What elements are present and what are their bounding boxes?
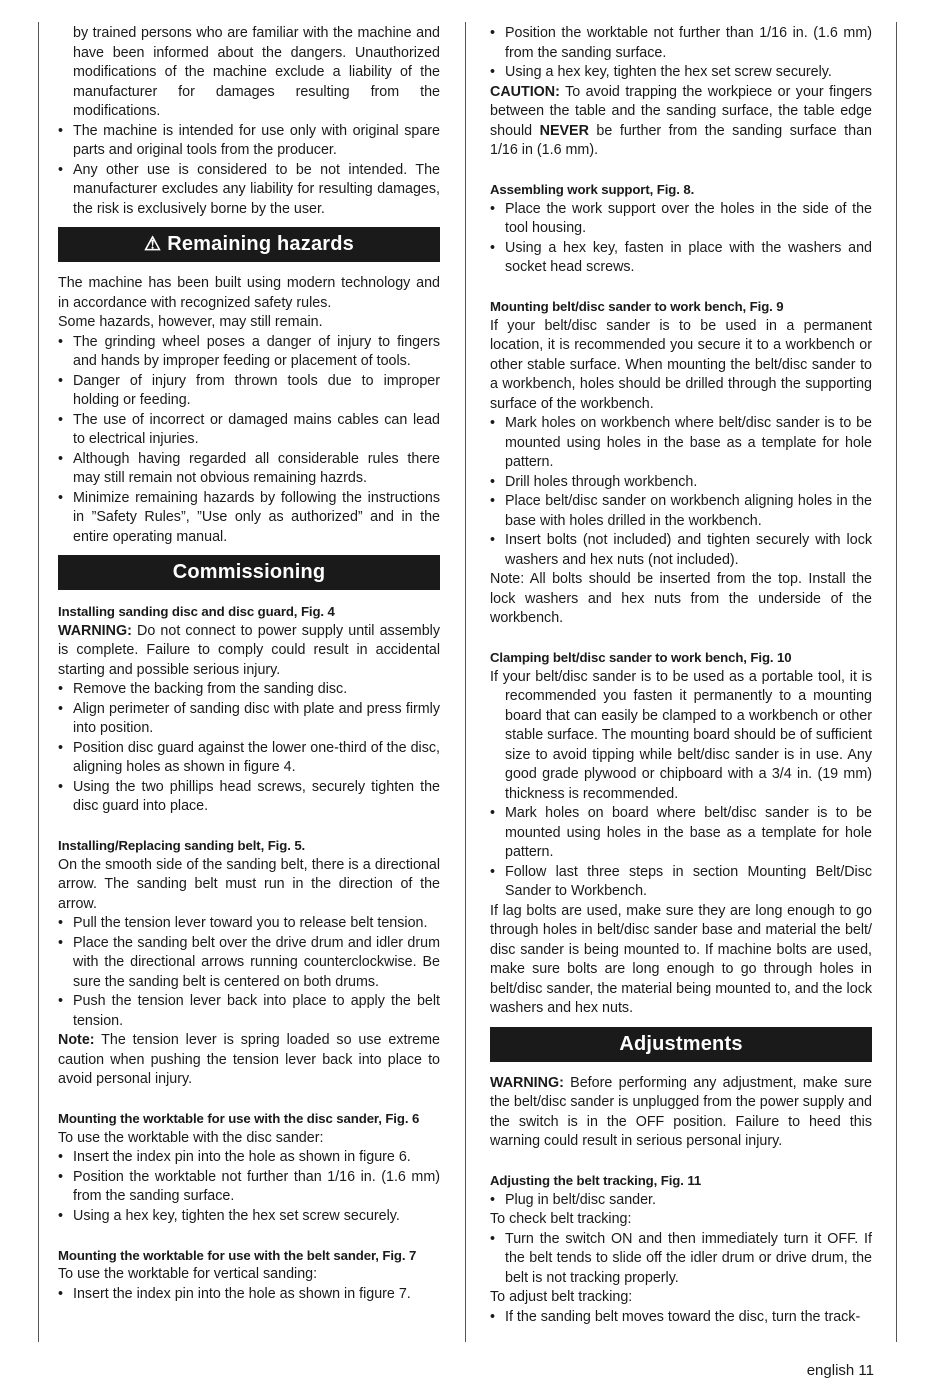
paragraph: If lag bolts are used, make sure they are long enough to go through holes in belt/disc sander base and material the belt/ disc sander is being mounted to. If machine bolts are used, make sure bolts are long enough to go through holes in belt/disc sander, the material being mounted to, and the lock washers and hex nuts. bbox=[490, 902, 872, 1016]
hazard-bullet: • Although having regarded all considerable rules there may still remain not obvious remaining hazrds. bbox=[58, 450, 440, 489]
paragraph: To use the worktable with the disc sander: bbox=[58, 1129, 324, 1146]
section-title: Remaining hazards bbox=[167, 233, 354, 255]
hazard-bullet: • The grinding wheel poses a danger of injury to fingers and hands by improper feeding or placement of tools. bbox=[58, 333, 440, 372]
section-title: Adjustments bbox=[619, 1032, 743, 1055]
subheading: Installing/Replacing sanding belt, Fig. 5. bbox=[58, 838, 306, 853]
intro-bullet: • The machine is intended for use only with original spare parts and original tools from the producer. bbox=[58, 122, 440, 161]
subheading: Mounting belt/disc sander to work bench, Fig. 9 bbox=[490, 299, 784, 314]
caution-paragraph bbox=[490, 83, 872, 161]
list-item: • Mark holes on workbench where belt/disc sander is to be mounted using holes in the base as a template for hole pattern. bbox=[490, 414, 872, 473]
intro-bullet: • Any other use is considered to be not intended. The manufacturer excludes any liability for resulting damages, the risk is exclusively borne by the user. bbox=[58, 161, 440, 220]
hazard-bullet: • Minimize remaining hazards by following the instructions in ”Safety Rules”, ”Use only as authorized” and in the entire operating manual. bbox=[58, 489, 440, 548]
paragraph: To use the worktable for vertical sanding: bbox=[58, 1266, 318, 1282]
paragraph: To check belt tracking: bbox=[490, 1211, 632, 1227]
section-title: Commissioning bbox=[172, 561, 326, 583]
list-item: • Align perimeter of sanding disc with plate and press firmly into position. bbox=[58, 700, 440, 739]
paragraph: If your belt/disc sander is to be used as a portable tool, it is recommended you fasten it permanently to a mounting board that can easily be clamped to a workbench or other stable surface. The mounting board should be of sufficient size to avoid tipping while belt/disc sander is in use. Any good grade plywood or chipboard with a 3/4 in. (19 mm) thickness is recommended. bbox=[490, 668, 872, 802]
subheading: Assembling work support, Fig. 8. bbox=[490, 182, 695, 197]
hazard-bullet: • Danger of injury from thrown tools due to improper holding or feeding. bbox=[58, 372, 440, 411]
right-column bbox=[490, 24, 872, 1327]
list-item: • Pull the tension lever toward you to release belt tension. bbox=[58, 914, 440, 934]
caution-text: be further from the sanding surface than 1/16 in (1.6 mm). bbox=[490, 122, 872, 158]
list-item: • Using a hex key, tighten the hex set screw securely. bbox=[58, 1207, 440, 1227]
list-item: • Mark holes on board where belt/disc sander is to be mounted using holes in the base as a template for hole pattern. bbox=[490, 804, 872, 863]
warning-label: WARNING: bbox=[58, 622, 132, 639]
list-item: • Place the sanding belt over the drive drum and idler drum with the directional arrows running counterclockwise. Be sure the sanding belt is centered on both drums. bbox=[58, 934, 440, 993]
list-item: • Insert the index pin into the hole as shown in figure 6. bbox=[58, 1148, 440, 1168]
caution-label: CAUTION: bbox=[490, 83, 560, 100]
subheading: Installing sanding disc and disc guard, Fig. 4 bbox=[58, 604, 335, 619]
list-item: • Place belt/disc sander on workbench aligning holes in the base with holes drilled in the workbench. bbox=[490, 492, 872, 531]
hazard-bullet: • The use of incorrect or damaged mains cables can lead to electrical injuries. bbox=[58, 411, 440, 450]
list-item: • Insert the index pin into the hole as shown in figure 7. bbox=[58, 1285, 440, 1305]
list-item: • Push the tension lever back into place to apply the belt tension. bbox=[58, 992, 440, 1031]
adjustments-banner bbox=[490, 1027, 872, 1062]
list-item: • Position the worktable not further than 1/16 in. (1.6 mm) from the sanding surface. bbox=[490, 24, 872, 63]
list-item: • Place the work support over the holes in the side of the tool housing. bbox=[490, 200, 872, 239]
paragraph: To adjust belt tracking: bbox=[490, 1289, 633, 1305]
left-column bbox=[58, 24, 440, 1304]
paragraph: On the smooth side of the sanding belt, there is a directional arrow. The sanding belt must run in the direction of the arrow. bbox=[58, 856, 440, 912]
subheading: Adjusting the belt tracking, Fig. 11 bbox=[490, 1173, 702, 1188]
caution-text: To avoid trapping the workpiece or your fingers between the table and the sanding surface, the table edge should bbox=[490, 83, 872, 139]
warning-paragraph bbox=[490, 1074, 872, 1152]
commissioning-banner bbox=[58, 555, 440, 590]
paragraph: Some hazards, however, may still remain. bbox=[58, 314, 323, 330]
note-label: Note: bbox=[58, 1032, 95, 1048]
list-item: • Plug in belt/disc sander. bbox=[490, 1191, 872, 1211]
column-rule-right bbox=[896, 22, 897, 1342]
paragraph: If your belt/disc sander is to be used in a permanent location, it is recommended you secure it to a workbench or other stable surface. When mounting the belt/disc sander to a workbench, holes should be drilled through the supporting surface of the workbench. bbox=[490, 317, 872, 412]
list-item: • Position disc guard against the lower one-third of the disc, aligning holes as shown in figure 4. bbox=[58, 739, 440, 778]
list-item: • Position the worktable not further than 1/16 in. (1.6 mm) from the sanding surface. bbox=[58, 1168, 440, 1207]
list-item: • Drill holes through workbench. bbox=[490, 473, 872, 493]
column-rule-middle bbox=[465, 22, 466, 1342]
warning-text: Before performing any adjustment, make sure the belt/disc sander is unplugged from the power supply and the switch is in the OFF position. Failure to heed this warning could result in serious personal injury. bbox=[490, 1074, 872, 1149]
subheading: Mounting the worktable for use with the disc sander, Fig. 6 bbox=[58, 1111, 420, 1126]
remaining-hazards-banner bbox=[58, 227, 440, 262]
list-item: • Using the two phillips head screws, securely tighten the disc guard into place. bbox=[58, 778, 440, 817]
list-item: • Remove the backing from the sanding disc. bbox=[58, 680, 440, 700]
paragraph: The machine has been built using modern technology and in accordance with recognized safety rules. bbox=[58, 275, 440, 311]
warning-triangle-icon: ⚠ bbox=[143, 234, 162, 255]
note-paragraph: Note: All bolts should be inserted from the top. Install the lock washers and hex nuts from the underside of the workbench. bbox=[490, 571, 872, 626]
caution-emphasis: NEVER bbox=[539, 122, 589, 139]
page-number: english 11 bbox=[806, 1362, 874, 1379]
list-item: • Insert bolts (not included) and tighten securely with lock washers and hex nuts (not included). bbox=[490, 531, 872, 570]
list-item: • Using a hex key, tighten the hex set screw securely. bbox=[490, 63, 872, 83]
note-text: The tension lever is spring loaded so use extreme caution when pushing the tension lever back into place to avoid personal injury. bbox=[58, 1032, 440, 1087]
warning-label: WARNING: bbox=[490, 1074, 564, 1091]
list-item: • If the sanding belt moves toward the disc, turn the track- bbox=[490, 1308, 872, 1328]
list-item: • Follow last three steps in section Mounting Belt/Disc Sander to Workbench. bbox=[490, 863, 872, 902]
list-item: • Turn the switch ON and then immediately turn it OFF. If the belt tends to slide off the idler drum or drive drum, the belt is not tracking properly. bbox=[490, 1230, 872, 1289]
list-item: • Using a hex key, fasten in place with the washers and socket head screws. bbox=[490, 239, 872, 278]
subheading: Mounting the worktable for use with the belt sander, Fig. 7 bbox=[58, 1247, 417, 1263]
warning-text: Do not connect to power supply until assembly is complete. Failure to comply could result in accidental starting and possible serious injury. bbox=[58, 622, 440, 678]
warning-paragraph bbox=[58, 622, 440, 681]
column-rule-left bbox=[38, 22, 39, 1342]
note-paragraph bbox=[58, 1031, 440, 1090]
subheading: Clamping belt/disc sander to work bench, Fig. 10 bbox=[490, 650, 792, 665]
intro-continuation: by trained persons who are familiar with the machine and have been informed about the dangers. Unauthorized modifications of the machine exclude a liability of the manufacturer for damages resulting from the modifications. bbox=[73, 25, 440, 119]
